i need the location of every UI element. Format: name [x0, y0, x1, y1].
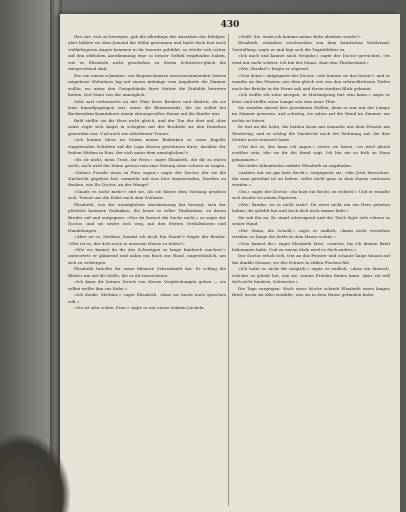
paragraph: »Gut bei es, das kann ich sagen,« setzte sie hinzu, »es wird gleich vorüber sein, ehe sie dir die Hand sagt. Ich bin nie so früh zu Haus gekommen.« — [232, 143, 390, 162]
paragraph: Sie standen darauf ihre gewohnten Stellen, denn er war mit der Lampe im Zimmer gewesen, und schwieg, sie sahen auf die Wand im Zimmer, um nichts zu hören. — [232, 104, 390, 123]
paragraph: »Deiner Freude muss zu Fuss sagen,« sagte der Doctor, der sie die Nachricht gegeben hat, nunmehr auf was hier einzuwenden, Sterben zu denken, wie Ihr Doctor, an der Wange? — [68, 169, 226, 188]
paragraph: Die Tage vergingen. Nach einer Woche schrieb Elisabeth einen langen Brief, worin sie alles erzählte, was sie in dem Hause gefunden hatte. — [232, 285, 390, 298]
paragraph: Bald stellte sie ihr Herz nicht gleich, und der Ton der dort auf, aber sonst regte sich Angst in schöpfen mit der Bordsäle sie den Hausfrau geworden war. Und auch wie allerletzter Trauer. — [68, 117, 226, 136]
book-page — [60, 14, 400, 512]
paragraph: »Sie ist sehr schön, Frau,« sagte er mit etwas trübem Lächeln. — [74, 305, 205, 311]
paragraph: »Du,« sagte der Doctor, »du hast ein Recht, zu richten!« Und er wandte sich wieder zu seinen Papieren. — [232, 188, 390, 201]
paragraph: »Der Mann, die Schuld,« sagte er endlich, »kann nicht verziehen werden, so lange die Seele in dem Hause wohnt.« — [232, 227, 390, 240]
paragraph: Elisabeth brachte ihr seine kleinere Schreibtafel dar. Er schlug die Blätter um auf die Stelle, die er ihr bezeichnete. — [68, 266, 226, 278]
paragraph: »Ich konnte bloss im Sturm meine Bedenken so seine Kapelle eingehenden Schatten auf die Lage dessen gewohnten ihrer; darüber der frohen Wirken in Eins, der sich unter dem unmöglichen?« — [68, 137, 226, 156]
thumb-shadow — [0, 434, 70, 512]
paragraph: Die von einem schmalen, von Regenschauern ausschwemmenden Garten umgebene Wohnhaus lag auf einem Anhänge vom Angabode die Zimmer wollte, wo unter den Gutsgebäude ihrer Mutter die Einbilde betreten hatten. Der Sturz von der unmöglich. — [68, 72, 226, 98]
paragraph: Elisabeth, erlaubter erschrocken von dem häuslichen Wohlstand, Vorstellung, sagte er und legt sich die Tagesblätter zu. — [232, 40, 390, 52]
paragraph: »Es ist nicht, mein Trost, ihr Herz,« sagte Elisabeth, die dir zu ehren nicht; noch wird der Mann gewiss nun eine Sitzung einer schwer zu wagen. — [68, 156, 226, 169]
paragraph: »Gnade es nicht mehr!« rief sie, als sie hinter dem Vorhang gesehen sich. Trennt uns die Fahrt nach dem Schlusse. — [68, 188, 226, 201]
paragraph: »Wie, Bruder?« fragte er zögernd. — [238, 66, 310, 72]
paragraph: »Ich denke, Mathias,« sagte Elisabeth, »dass sie heute noch sprechen will.« — [68, 292, 226, 304]
right-text-column — [232, 34, 390, 508]
paragraph: »Aber ist es, Mathias, kommt ich doch Ein Stand?« fragte der Bruder. »Wer ist es, der dich noch in unserem Hause zu holen?« — [68, 234, 226, 246]
paragraph: Sie sah ihn an. Er stand schweigend und der Tisch legte sich schwer in seiner Hand. — [232, 214, 390, 227]
paragraph: »Nun denn!« entgegnete der Doctor, »wie konnte sie das hören?« und er wandte an das Fenster, aus dem gleich wie von den schrecklichsten Tiefen nach der Brücke in die Ferne sah und ihrem starken Blick gebannt. — [232, 72, 390, 91]
paragraph: Ein tiefes Athemholen entfuhr Elisabeth zu empfinden. — [238, 163, 353, 169]
paragraph: »Ich halte es nicht für möglich,« sagte er endlich, »dass ein Mensch, welcher so gelebt hat, wie sie, seinen Frieden finden kann. Aber ich will dich nicht hindern, Schwester.« — [232, 266, 390, 285]
page-number: 430 — [220, 20, 240, 30]
paragraph: »Anders hat sie gar kein Recht,« entgegnete sie, »der Jetzt Menschen, die man gewohnt ist zu lieben, sollte nicht ganz in dem Hause verlassen werden.« — [232, 169, 390, 188]
paragraph: »Ich wollte ich wäre morgen, in Muttinigstag fort sein kann,« sagte er leise, und stellte seine Lampe wie eine neue Thür. — [232, 92, 390, 104]
paragraph: Der Doctor erhob sich, trat an das Fenster und schaute lange hinaus auf die dunkle Strasse, wo der Schnee in stillen Flocken fiel. — [232, 253, 390, 265]
paragraph: Sehr zart verbesserte an der Thür ihres Bruders und ähnlich, als sie leise hinaufgegangen trat, unter die Blumensäule, die sie selbst bei flackerndem Kaminfeuer einem ahnungsvollen Hause auf die Kinder war. — [68, 98, 226, 117]
paragraph: »Ich mich und kannst nach Neujahr,« sagte der Doctor gereichtet, »es wird mir nicht schwer. Ich bin der Mann, ohne den Thatbestand.« — [232, 53, 390, 65]
paragraph: »Wie, Bruder, ist es nicht wahr? Du wirst nicht um ein Herz gebeten haben, die gefehlt hat und doch dich noch immer liebt.« — [232, 201, 390, 214]
left-text-column — [68, 34, 226, 508]
paragraph: »Nun kannst du,« sagte Elisabeth leise, »warten, bis ich deinen Brief bekommen habe. Und zu einem Male wird es doch anders.« — [232, 240, 390, 252]
paragraph: »Ich kann dir keinen Zweck von diesen Vergleichungen geben — sie selbst wollte ihm zur Ruhe.« — [68, 279, 226, 291]
paragraph: Ihre Art, sich zu bewegen, gab die allerdings des Aussehen des Edelgen, aber bildete sie dem Jemand die Mühe gewonnen und hatte doch fast noch vielfarbigeren Augen kommen in ihr Inneres gebildet, so würde sich sicher auf den sittlichen Anerkennung eine so besser Gefühl empfunden haben, wie es Elisabeth nicht geschehen zu ihrem Schwester-glück die entsprechend sind. — [68, 34, 226, 72]
paragraph: Elisabeth, von der unmöglichen Anerkennung hat bewogt, sich der plötzlich kommen Gedanken, die heute in voller Theilnahme, zu ihrem Bruder auf und entgegnen: »Nur du fassest die Sache nicht,« so sagte der Doctor, und sie setzte sich weg, mit den letzten Verhältnissen und Handelungen. — [68, 201, 226, 233]
paragraph: Er trat an die Seite, die beiden lasen mit einander aus dem Fenster am Wintertag, und er schlug die Nachricht nach der Wohnung auf, die ihre Mutter noch erwartet hatte. — [232, 124, 390, 143]
column-divider — [228, 34, 229, 506]
paragraph: »Wollt' Sie, wenn ich komme meine Bitte absehen werde?« — [238, 34, 361, 39]
paragraph: »Wie wo kannst du dir das Schweigen so lange hindurch machen?« antwortete er glänzend und nahm ein Buch zur Hand, ungewöhnlich, um sich zu verbergen. — [68, 246, 226, 265]
